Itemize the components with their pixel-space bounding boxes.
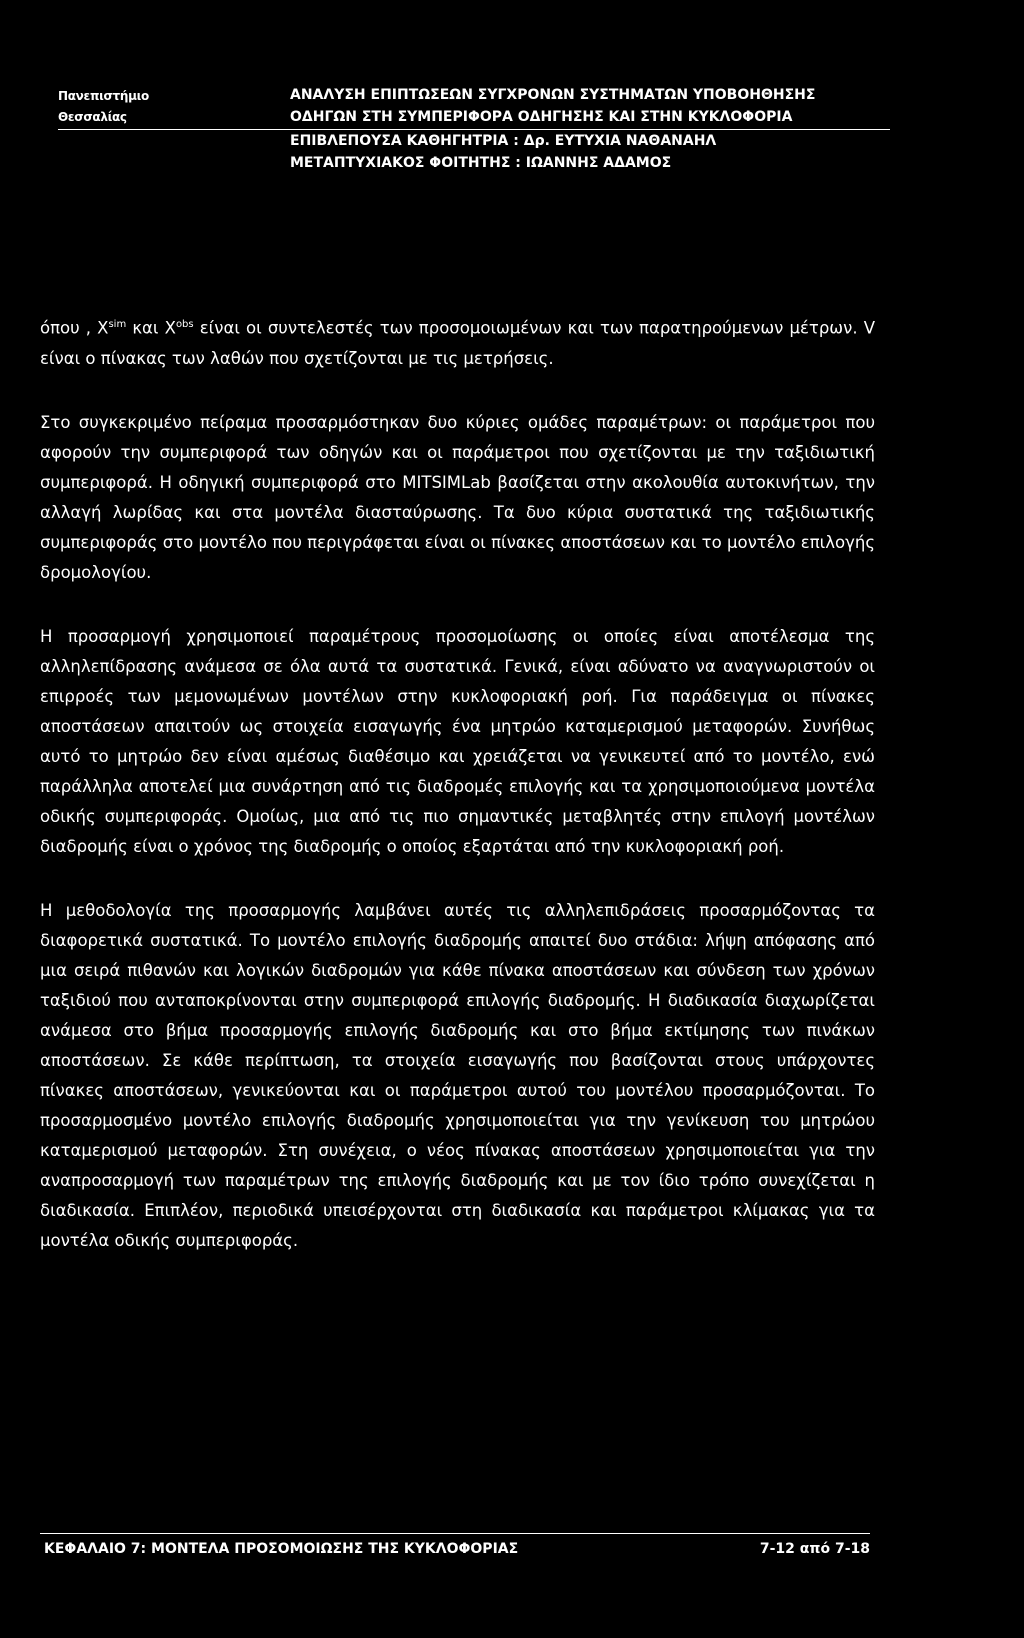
supervisor-line: ΕΠΙΒΛΕΠΟΥΣΑ ΚΑΘΗΓΗΤΡΙΑ : Δρ. ΕΥΤΥΧΙΑ ΝΑΘΑΝΑΗΛ xyxy=(290,133,717,149)
thesis-title-line-1: ΑΝΑΛΥΣΗ ΕΠΙΠΤΩΣΕΩΝ ΣΥΓΧΡΟΝΩΝ ΣΥΣΤΗΜΑΤΩΝ ΥΠΟΒΟΗΘΗΣΗΣ xyxy=(290,87,816,103)
page-header xyxy=(0,0,1024,190)
paragraph-1-start: όπου , X xyxy=(40,318,109,338)
page-body xyxy=(40,310,875,1290)
footer-divider xyxy=(40,1533,870,1534)
page-number: 7-12 από 7-18 xyxy=(759,1541,870,1557)
paragraph-1-middle: και X xyxy=(126,318,176,338)
paragraph-1 xyxy=(40,310,875,374)
paragraph-1-end: είναι οι συντελεστές των προσομοιωμένων και των παρατηρούμενων μέτρων. V είναι ο πίνακας των λαθών που σχετίζονται με τις μετρήσεις. xyxy=(40,318,875,368)
paragraph-3: Η προσαρμογή χρησιμοποιεί παραμέτρους προσομοίωσης οι οποίες είναι αποτέλεσμα της αλληλεπίδρασης ανάμεσα σε όλα αυτά τα συστατικά. Γενικά, είναι αδύνατο να αναγνωριστούν οι επιρροές των μεμονωμένων μοντέλων στην κυκλοφοριακή ροή. Για παράδειγμα οι πίνακες αποστάσεων απαιτούν ως στοιχεία εισαγωγής ένα μητρώο καταμερισμού μεταφορών. Συνήθως αυτό το μητρώο δεν είναι αμέσως διαθέσιμο και χρειάζεται να γενικευτεί από το μοντέλο, ενώ παράλληλα αποτελεί μια συνάρτηση από τις διαδρομές επιλογής και τα χρησιμοποιούμενα μοντέλα οδικής συμπεριφοράς. Ομοίως, μια από τις πιο σημαντικές μεταβλητές στην επιλογή μοντέλων διαδρομής είναι ο χρόνος της διαδρομής ο οποίος εξαρτάται από την κυκλοφοριακή ροή. xyxy=(40,626,875,856)
university-logo xyxy=(58,86,168,128)
logo-line-2: Θεσσαλίας xyxy=(58,110,127,124)
paragraph-4: Η μεθοδολογία της προσαρμογής λαμβάνει αυτές τις αλληλεπιδράσεις προσαρμόζοντας τα διαφορετικά συστατικά. Το μοντέλο επιλογής διαδρομής απαιτεί δυο στάδια: λήψη απόφασης από μια σειρά πιθανών και λογικών διαδρομών για κάθε πίνακα αποστάσεων και σύνδεση των χρόνων ταξιδιού που ανταποκρίνονται στην συμπεριφορά επιλογής διαδρομής. Η διαδικασία διαχωρίζεται ανάμεσα στο βήμα προσαρμογής επιλογής διαδρομής και στο βήμα εκτίμησης των πινάκων αποστάσεων. Σε κάθε περίπτωση, τα στοιχεία εισαγωγής που βασίζονται στους υπάρχοντες πίνακες αποστάσεων, γενικεύονται και οι παράμετροι αυτού του μοντέλου προσαρμόζονται. Το προσαρμοσμένο μοντέλο επιλογής διαδρομής χρησιμοποιείται για την γενίκευση του μητρώου καταμερισμού μεταφορών. Στη συνέχεια, ο νέος πίνακας αποστάσεων χρησιμοποιείται για την αναπροσαρμογή των παραμέτρων της επιλογής διαδρομής και με τον ίδιο τρόπο συνεχίζεται η διαδικασία. Επιπλέον, περιοδικά υπεισέρχονται στη διαδικασία και παράμετροι κλίμακας για τα μοντέλα οδικής συμπεριφοράς. xyxy=(40,900,875,1250)
superscript-sim: sim xyxy=(108,319,127,330)
header-divider xyxy=(58,129,890,130)
thesis-title-line-2: ΟΔΗΓΩΝ ΣΤΗ ΣΥΜΠΕΡΙΦΟΡΑ ΟΔΗΓΗΣΗΣ ΚΑΙ ΣΤΗΝ ΚΥΚΛΟΦΟΡΙΑ xyxy=(290,109,793,125)
superscript-obs: obs xyxy=(175,319,194,330)
chapter-title: ΚΕΦΑΛΑΙΟ 7: ΜΟΝΤΕΛΑ ΠΡΟΣΟΜΟΙΩΣΗΣ ΤΗΣ ΚΥΚΛΟΦΟΡΙΑΣ xyxy=(44,1541,519,1557)
logo-line-1: Πανεπιστήμιο xyxy=(58,89,150,103)
paragraph-2: Στο συγκεκριμένο πείραμα προσαρμόστηκαν δυο κύριες ομάδες παραμέτρων: οι παράμετροι που αφορούν την συμπεριφορά των οδηγών και οι παράμετροι που σχετίζονται με την ταξιδιωτική συμπεριφορά. Η οδηγική συμπεριφορά στο MITSIMLab βασίζεται στην ακολουθία αυτοκινήτων, την αλλαγή λωρίδας και στα μοντέλα διασταύρωσης. Τα δυο κύρια συστατικά της ταξιδιωτικής συμπεριφοράς στο μοντέλο που περιγράφεται είναι οι πίνακες αποστάσεων και το μοντέλο επιλογής δρομολογίου. xyxy=(40,412,875,582)
student-line: ΜΕΤΑΠΤΥΧΙΑΚΟΣ ΦΟΙΤΗΤΗΣ : ΙΩΑΝΝΗΣ ΑΔΑΜΟΣ xyxy=(290,155,672,171)
